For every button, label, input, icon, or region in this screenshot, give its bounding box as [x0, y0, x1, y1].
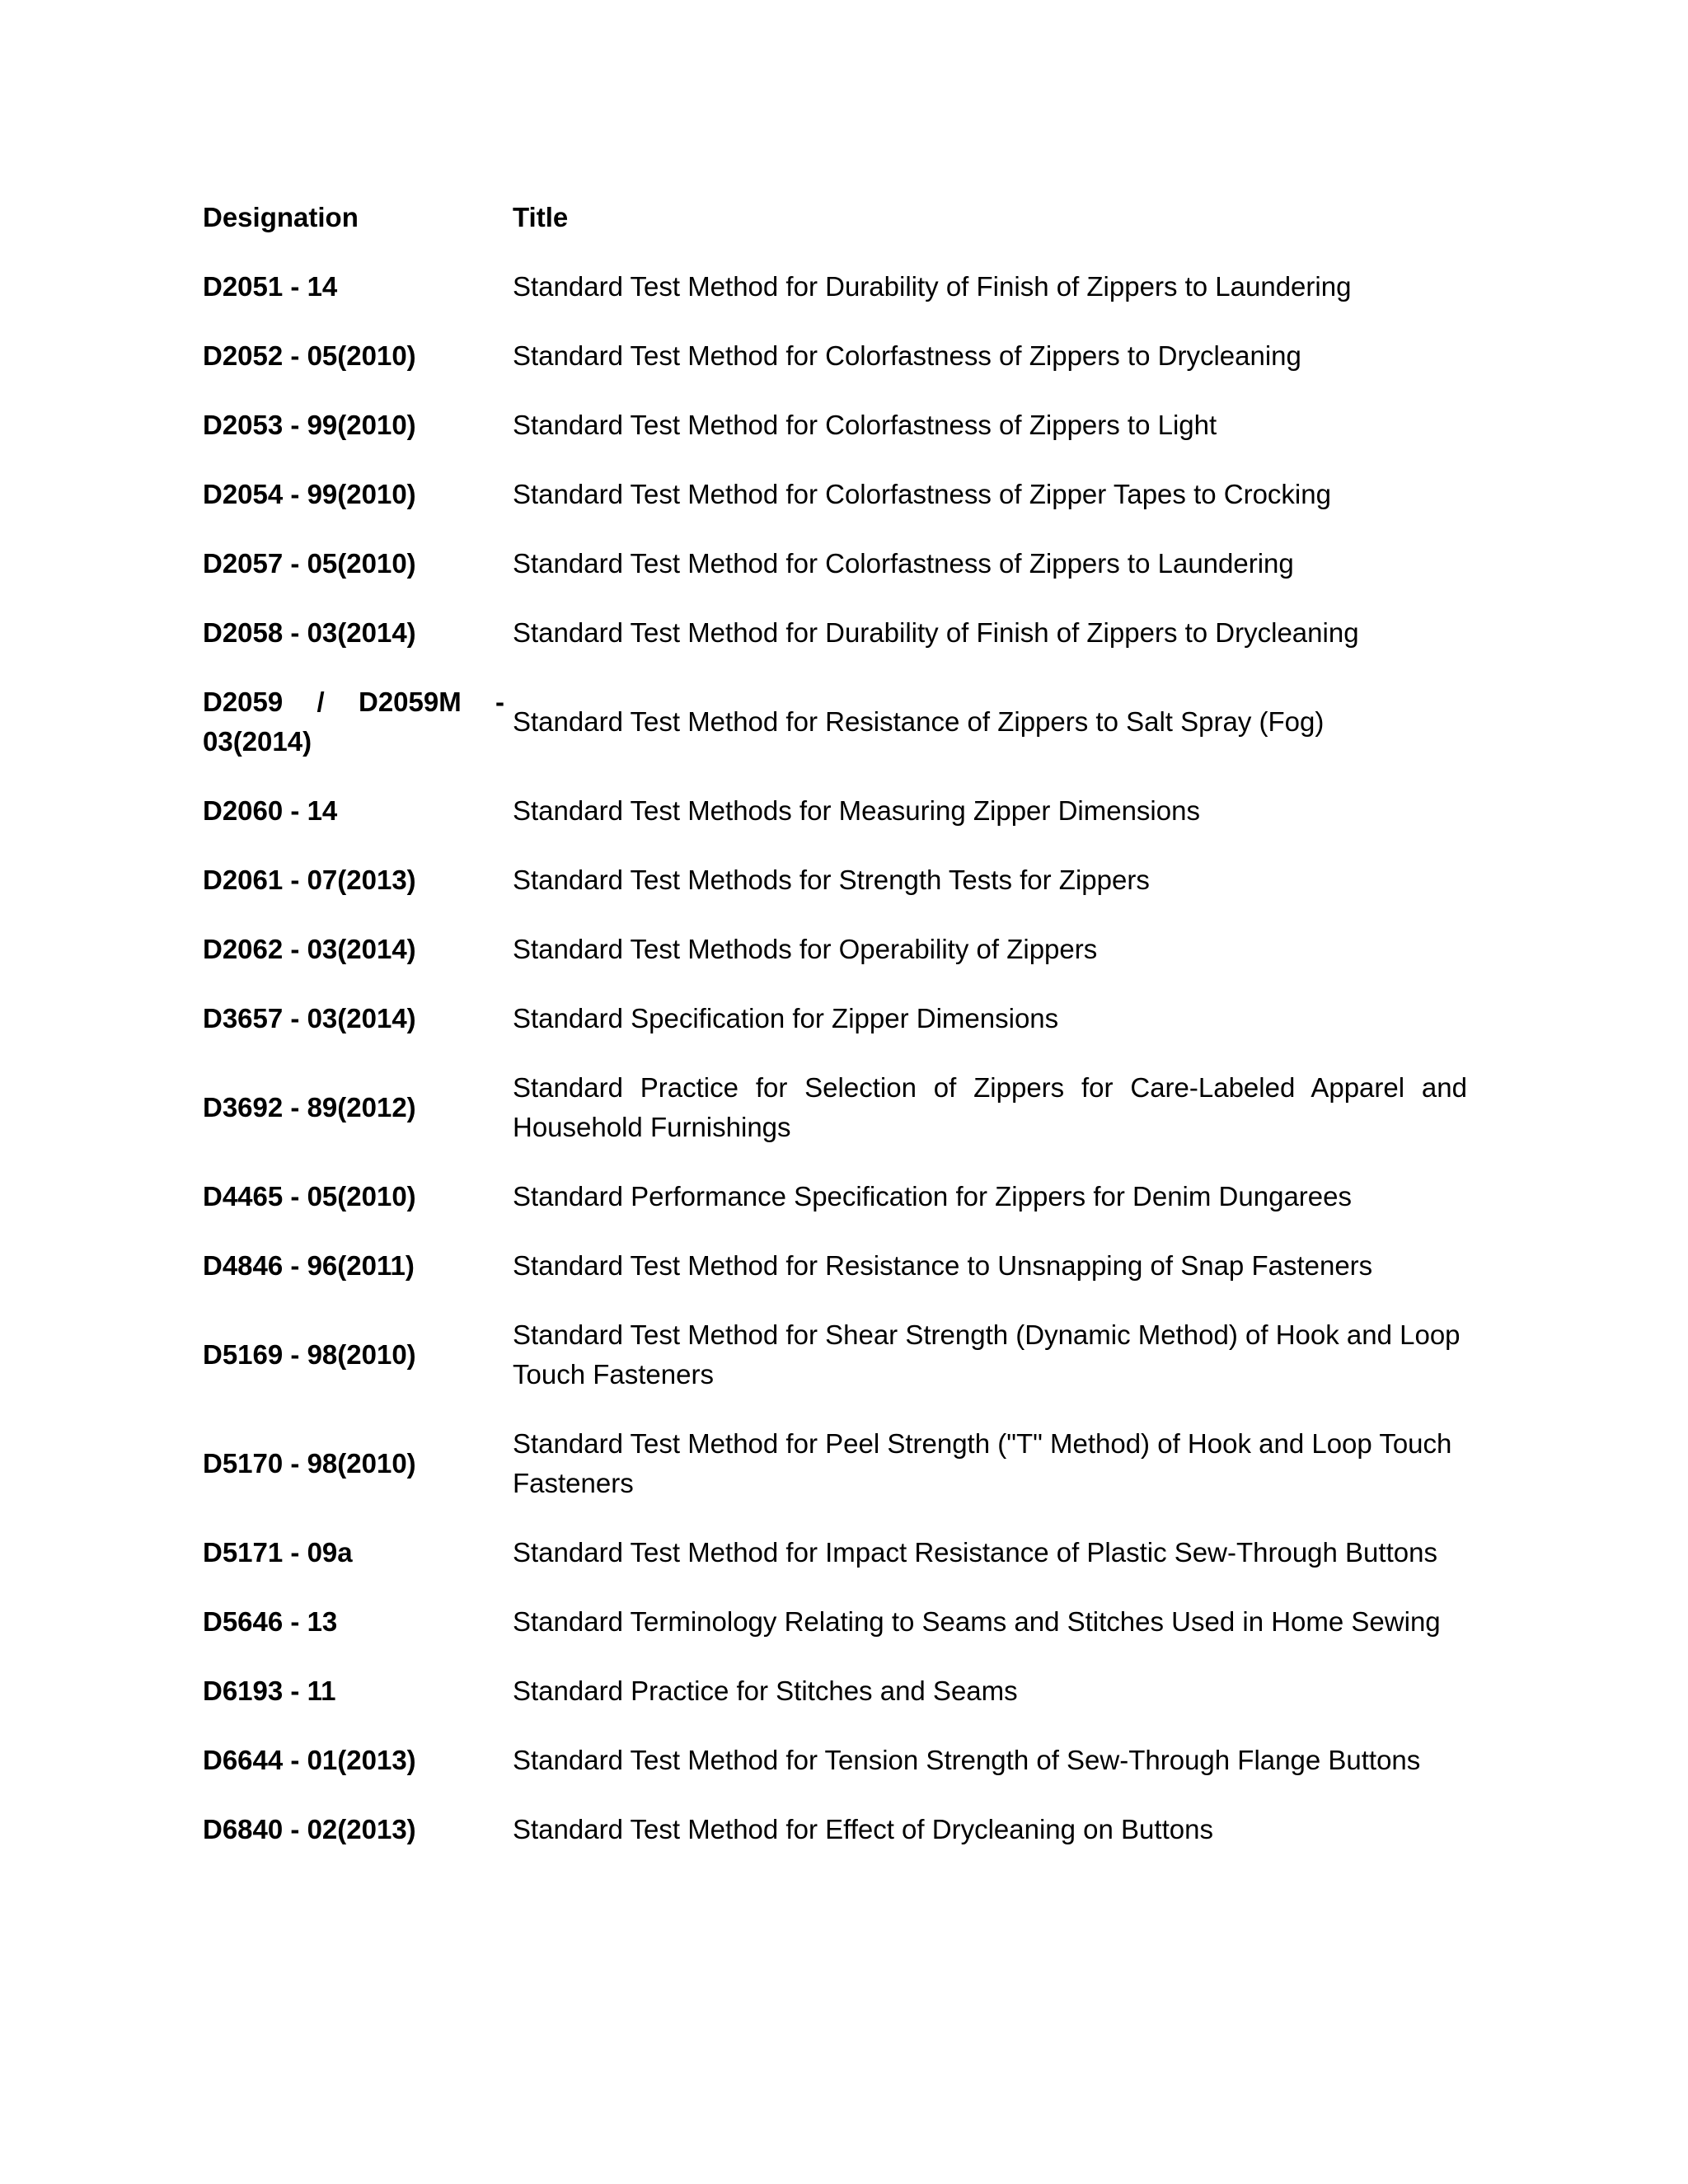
- title-cell: Standard Test Method for Colorfastness of Zippers to Light: [513, 410, 1217, 440]
- table-row: [203, 999, 1467, 1038]
- designation-cell: D2052 - 05(2010): [203, 340, 416, 371]
- title-cell: Standard Test Method for Impact Resistance of Plastic Sew-Through Buttons: [513, 1537, 1437, 1568]
- title-cell: Standard Practice for Stitches and Seams: [513, 1675, 1018, 1706]
- designation-column-header: Designation: [203, 202, 359, 232]
- title-cell: Standard Test Method for Resistance of Zippers to Salt Spray (Fog): [513, 706, 1325, 737]
- designation-cell: D4846 - 96(2011): [203, 1250, 415, 1281]
- table-header-row: [203, 198, 1467, 237]
- table-row: [203, 682, 1467, 762]
- table-row: [203, 1671, 1467, 1711]
- title-cell: Standard Test Method for Durability of Finish of Zippers to Drycleaning: [513, 617, 1359, 648]
- table-row: [203, 405, 1467, 445]
- designation-cell: D2054 - 99(2010): [203, 479, 416, 509]
- title-cell: Standard Test Methods for Operability of Zippers: [513, 934, 1098, 964]
- table-row: [203, 613, 1467, 653]
- title-cell: Standard Performance Specification for Zippers for Denim Dungarees: [513, 1181, 1352, 1212]
- table-row: [203, 791, 1467, 831]
- title-cell: Standard Test Methods for Strength Tests for Zippers: [513, 865, 1150, 895]
- designation-cell: D6193 - 11: [203, 1675, 336, 1706]
- designation-cell: D5171 - 09a: [203, 1537, 353, 1568]
- designation-cell: D2051 - 14: [203, 271, 338, 302]
- designation-cell: D3657 - 03(2014): [203, 1003, 416, 1033]
- designation-cell: D5646 - 13: [203, 1606, 338, 1637]
- table-row: [203, 544, 1467, 583]
- title-cell: Standard Test Method for Colorfastness of Zipper Tapes to Crocking: [513, 479, 1331, 509]
- table-row: [203, 1602, 1467, 1642]
- table-row: [203, 1177, 1467, 1216]
- table-row: [203, 1424, 1467, 1503]
- designation-cell: D5170 - 98(2010): [203, 1448, 416, 1479]
- table-row: [203, 1315, 1467, 1394]
- title-cell: Standard Test Method for Durability of Finish of Zippers to Laundering: [513, 271, 1352, 302]
- designation-cell: D2057 - 05(2010): [203, 548, 416, 579]
- designation-cell: D3692 - 89(2012): [203, 1092, 416, 1122]
- designation-cell: D5169 - 98(2010): [203, 1339, 416, 1370]
- title-cell: Standard Test Methods for Measuring Zipper Dimensions: [513, 795, 1200, 826]
- table-row: [203, 1741, 1467, 1780]
- table-row: [203, 336, 1467, 376]
- table-row: [203, 475, 1467, 514]
- table-row: [203, 267, 1467, 307]
- designation-cell: D6644 - 01(2013): [203, 1745, 416, 1775]
- title-cell: Standard Test Method for Shear Strength (Dynamic Method) of Hook and Loop Touch Fasteners: [513, 1319, 1461, 1390]
- title-cell: Standard Test Method for Colorfastness of Zippers to Laundering: [513, 548, 1294, 579]
- designation-cell: D4465 - 05(2010): [203, 1181, 416, 1212]
- designation-cell: D2058 - 03(2014): [203, 617, 416, 648]
- title-cell: Standard Test Method for Effect of Drycleaning on Buttons: [513, 1814, 1213, 1844]
- designation-cell: D2059 / D2059M - 03(2014): [203, 687, 504, 757]
- designation-cell: D6840 - 02(2013): [203, 1814, 416, 1844]
- designation-cell: D2061 - 07(2013): [203, 865, 416, 895]
- table-row: [203, 1068, 1467, 1147]
- title-cell: Standard Test Method for Tension Strength of Sew-Through Flange Buttons: [513, 1745, 1421, 1775]
- table-row: [203, 860, 1467, 900]
- title-cell: Standard Practice for Selection of Zippers for Care-Labeled Apparel and Household Furnishings: [513, 1072, 1467, 1142]
- designation-cell: D2062 - 03(2014): [203, 934, 416, 964]
- title-column-header: Title: [513, 202, 569, 232]
- designation-cell: D2053 - 99(2010): [203, 410, 416, 440]
- title-cell: Standard Terminology Relating to Seams and Stitches Used in Home Sewing: [513, 1606, 1441, 1637]
- title-cell: Standard Test Method for Colorfastness of Zippers to Drycleaning: [513, 340, 1301, 371]
- table-row: [203, 930, 1467, 969]
- standards-table: [203, 198, 1467, 1879]
- title-cell: Standard Specification for Zipper Dimensions: [513, 1003, 1059, 1033]
- title-cell: Standard Test Method for Resistance to Unsnapping of Snap Fasteners: [513, 1250, 1373, 1281]
- title-cell: Standard Test Method for Peel Strength ("T" Method) of Hook and Loop Touch Fasteners: [513, 1428, 1452, 1498]
- table-row: [203, 1533, 1467, 1572]
- table-row: [203, 1246, 1467, 1286]
- designation-cell: D2060 - 14: [203, 795, 338, 826]
- table-row: [203, 1810, 1467, 1849]
